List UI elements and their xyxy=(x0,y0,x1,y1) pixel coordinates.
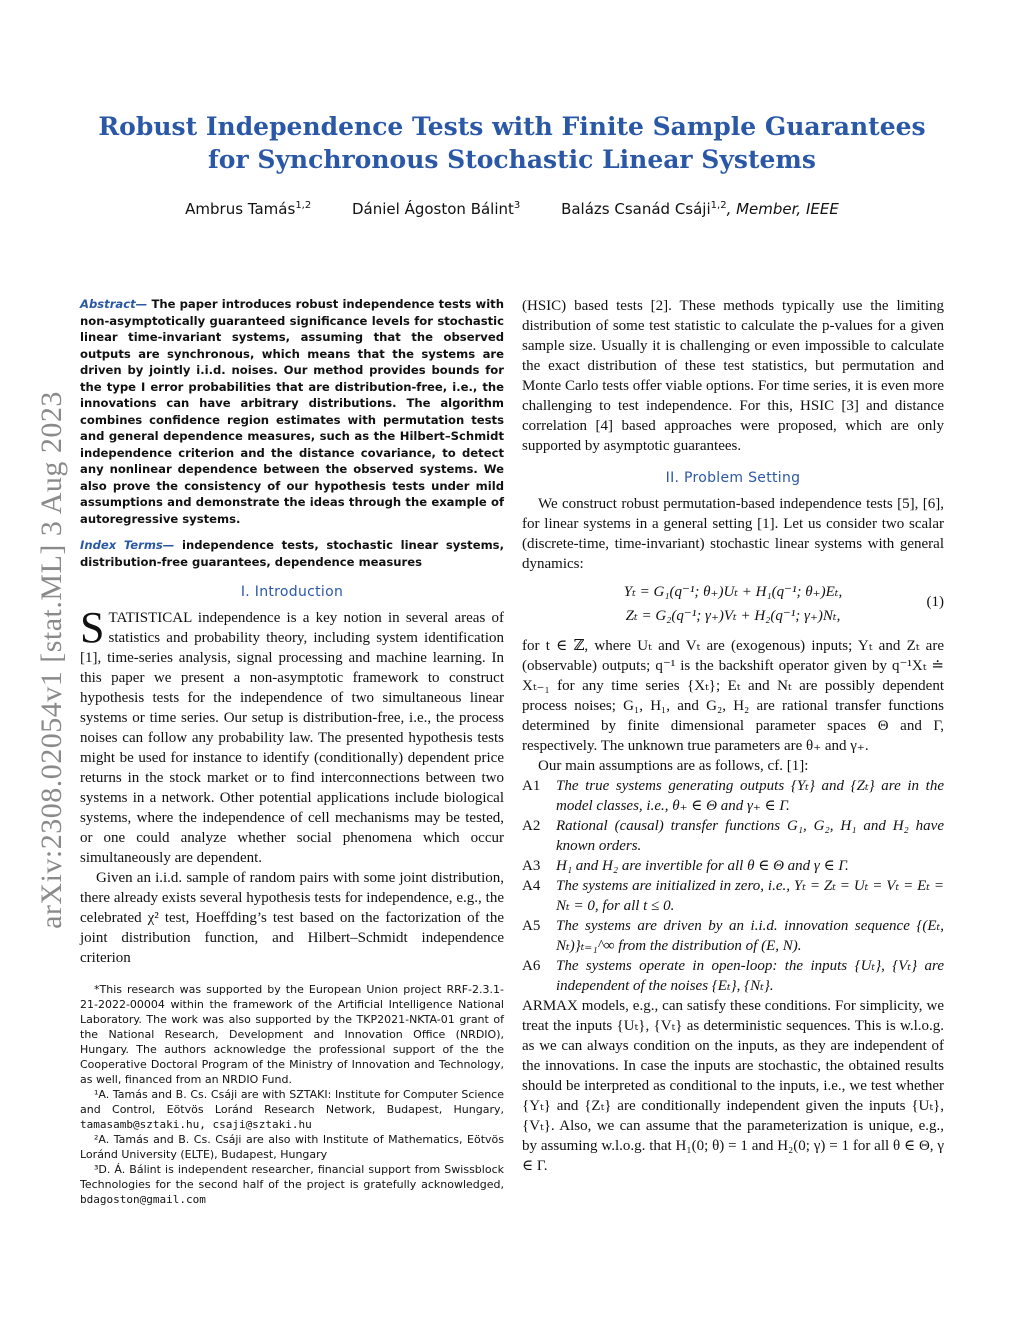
assumption-text: The systems are driven by an i.i.d. innovation sequence {(Eₜ, Nₜ)}ₜ₌₁^∞ from the distribution of (E, N). xyxy=(556,918,944,954)
assumptions-intro: Our main assumptions are as follows, cf. [1]: xyxy=(538,758,809,774)
assumption-item xyxy=(522,776,944,816)
author-name: Dániel Ágoston Bálint xyxy=(352,200,514,218)
footnote-3 xyxy=(80,1162,504,1207)
footnote-2: ²A. Tamás and B. Cs. Csáji are also with Institute of Mathematics, Eötvös Loránd University (ELTE), Budapest, Hungary xyxy=(80,1133,504,1161)
arxiv-identifier-stamp: arXiv:2308.02054v1 [stat.ML] 3 Aug 2023 xyxy=(35,391,68,929)
assumption-item xyxy=(522,816,944,856)
abstract-text: The paper introduces robust independence tests with non-asymptotically guaranteed significance levels for stochastic linear time-invariant systems, assuming that the observed outputs are synchronous, which means that the systems are driven by jointly i.i.d. noises. Our method provides bounds for the type I error probabilities that are distribution-free, i.e., the innovations can have arbitrary distributions. The algorithm combines confidence region estimates with permutation tests and general dependence measures, such as the Hilbert–Schmidt independence criterion and the distance covariance, to detect any nonlinear dependence between the observed systems. We also prove the consistency of our hypothesis tests under mild assumptions and demonstrate the ideas through the example of autoregressive systems. xyxy=(80,297,504,526)
equation-1 xyxy=(522,580,944,628)
assumption-text: H₁ and H₂ are invertible for all θ ∈ Θ and γ ∈ Γ. xyxy=(556,858,849,874)
setup-paragraph: We construct robust permutation-based independence tests [5], [6], for linear systems in a general setting [1]. Let us consider two scalar (discrete-time, time-invariant) stochastic linear systems with general dynamics: xyxy=(522,496,944,572)
footnote-3-text: ³D. Á. Bálint is independent researcher, financial support from Swissblock Technologies for the second half of the project is gratefully acknowledged, xyxy=(80,1163,504,1191)
footnote-1-emails[interactable]: tamasamb@sztaki.hu, csaji@sztaki.hu xyxy=(80,1118,312,1131)
intro-paragraph-1 xyxy=(80,603,504,868)
index-terms-text: independence tests, stochastic linear systems, distribution-free guarantees, dependence measures xyxy=(80,538,504,569)
intro-paragraph-1-text: TATISTICAL independence is a key notion in several areas of statistics and probability theory, including system identification [1], time-series analysis, signal processing and machine learning. In this paper we present a non-asymptotic framework to construct hypothesis tests for the independence of two simultaneous linear systems or time series. Our setup is distribution-free, i.e., the process noises can follow any probability law. The presented hypothesis tests might be used for instance to identify (conditionally) dependent price returns in the stock market or to find interconnections between two systems in a network. Other potential applications include biological systems, where the independence of cell mechanisms may be tested, or one could analyze whether social phenomena which occur simultaneously are dependent. xyxy=(80,610,504,866)
intro-paragraph-2: Given an i.i.d. sample of random pairs with some joint distribution, there already exists several hypothesis tests for independence, e.g., the celebrated χ² test, Hoeffding’s test based on the factorization of the joint distribution function, and Hilbert–Schmidt independence criterion xyxy=(80,870,504,966)
armax-paragraph: ARMAX models, e.g., can satisfy these conditions. For simplicity, we treat the inputs {Uₜ}, {Vₜ} as deterministic sequences. This is w.l.o.g. as we can always condition on the inputs, as they are independent of the innovations. In case the inputs are stochastic, the obtained results should be interpreted as conditional to the inputs, i.e., we test whether {Yₜ} and {Zₜ} are conditionally independent given the inputs {Uₜ}, {Vₜ}. Also, we can assume that the parameterization is unique, e.g., by assuming w.l.o.g. that H₁(0; θ) = 1 and H₂(0; γ) = 1 for all θ ∈ Θ, γ ∈ Γ. xyxy=(522,998,944,1174)
assumption-text: The true systems generating outputs {Yₜ} and {Zₜ} are in the model classes, i.e., θ₊ ∈ Θ and γ₊ ∈ Γ. xyxy=(556,778,944,814)
author-name: Ambrus Tamás xyxy=(185,200,296,218)
author-affiliation: 1,2 xyxy=(295,200,312,211)
author-2 xyxy=(352,200,520,218)
assumption-label: A4 xyxy=(522,878,541,894)
assumption-text: The systems operate in open-loop: the inputs {Uₜ}, {Vₜ} are independent of the noises {Eₜ}, {Nₜ}. xyxy=(556,958,944,994)
assumption-label: A5 xyxy=(522,918,541,934)
equation-line-1: Yₜ = G₁(q⁻¹; θ₊)Uₜ + H₁(q⁻¹; θ₊)Eₜ, xyxy=(623,584,843,600)
drop-cap: S xyxy=(80,603,105,652)
footnote-funding: *This research was supported by the European Union project RRF-2.3.1-21-2022-00004 within the framework of the Artificial Intelligence National Laboratory. The work was also supported by the TKP2021-NKTA-01 grant of the National Research, Development and Innovation Office (NRDIO), Hungary. The authors acknowledge the professional support of the the Cooperative Doctoral Program of the Ministry of Innovation and Technology, as well, financed from an NRDIO Fund. xyxy=(80,983,504,1086)
footnote-3-email[interactable]: bdagoston@gmail.com xyxy=(80,1193,206,1206)
equation-number: (1) xyxy=(926,594,944,610)
title-line-2: for Synchronous Stochastic Linear Systems xyxy=(208,145,816,174)
author-affiliation: 3 xyxy=(513,200,521,211)
assumption-item xyxy=(522,916,944,956)
abstract xyxy=(80,296,504,527)
index-terms xyxy=(80,537,504,570)
footnote-1 xyxy=(80,1087,504,1132)
assumption-label: A1 xyxy=(522,778,541,794)
assumption-list xyxy=(522,776,944,996)
author-affiliation: 1,2 xyxy=(710,200,727,211)
assumption-item xyxy=(522,876,944,916)
index-terms-label: Index Terms— xyxy=(80,538,175,552)
assumption-item xyxy=(522,856,944,876)
right-column xyxy=(522,296,944,1176)
author-membership: , Member, IEEE xyxy=(726,200,839,218)
assumption-label: A2 xyxy=(522,818,541,834)
author-3 xyxy=(561,200,839,218)
author-name: Balázs Csanád Csáji xyxy=(561,200,711,218)
title-line-1: Robust Independence Tests with Finite Sample Guarantees xyxy=(98,112,926,141)
abstract-label: Abstract— xyxy=(80,297,148,311)
paper-title xyxy=(80,110,944,176)
definitions-paragraph: for t ∈ ℤ, where Uₜ and Vₜ are (exogenous) inputs; Yₜ and Zₜ are (observable) outputs; q⁻¹ is the backshift operator given by q⁻¹Xₜ ≐ Xₜ₋₁ for any time series {Xₜ}; Eₜ and Nₜ are possibly dependent process noises; G₁, H₁, and G₂, H₂ are rational transfer functions determined by finite dimensional parameter spaces Θ and Γ, respectively. The unknown true parameters are θ₊ and γ₊. xyxy=(522,638,944,754)
equation-line-2: Zₜ = G₂(q⁻¹; γ₊)Vₜ + H₂(q⁻¹; γ₊)Nₜ, xyxy=(625,608,841,624)
paper-title-block xyxy=(80,110,944,176)
assumption-label: A3 xyxy=(522,858,541,874)
section-heading-introduction: I. Introduction xyxy=(240,584,344,600)
assumption-item xyxy=(522,956,944,996)
assumption-text: Rational (causal) transfer functions G₁, G₂, H₁ and H₂ have known orders. xyxy=(556,818,944,854)
author-list xyxy=(80,200,944,218)
footnotes xyxy=(80,982,504,1207)
assumption-text: The systems are initialized in zero, i.e., Yₜ = Zₜ = Uₜ = Vₜ = Eₜ = Nₜ = 0, for all t ≤ 0. xyxy=(556,878,944,914)
section-heading-problem-setting: II. Problem Setting xyxy=(665,470,801,486)
assumption-label: A6 xyxy=(522,958,541,974)
hsic-paragraph: (HSIC) based tests [2]. These methods typically use the limiting distribution of some test statistic to calculate the p-values for a given sample size. Usually it is challenging or even impossible to calculate the exact distribution of these test statistics, but permutation and Monte Carlo tests offer viable options. For time series, it is even more challenging to test independence. For this, HSIC [3] and distance correlation [4] based approaches were proposed, which are only supported by asymptotic guarantees. xyxy=(522,298,944,454)
author-1 xyxy=(185,200,311,218)
left-column xyxy=(80,296,504,1207)
footnote-1-text: ¹A. Tamás and B. Cs. Csáji are with SZTAKI: Institute for Computer Science and Control, Eötvös Loránd Research Network, Budapest, Hungary, xyxy=(80,1088,504,1116)
